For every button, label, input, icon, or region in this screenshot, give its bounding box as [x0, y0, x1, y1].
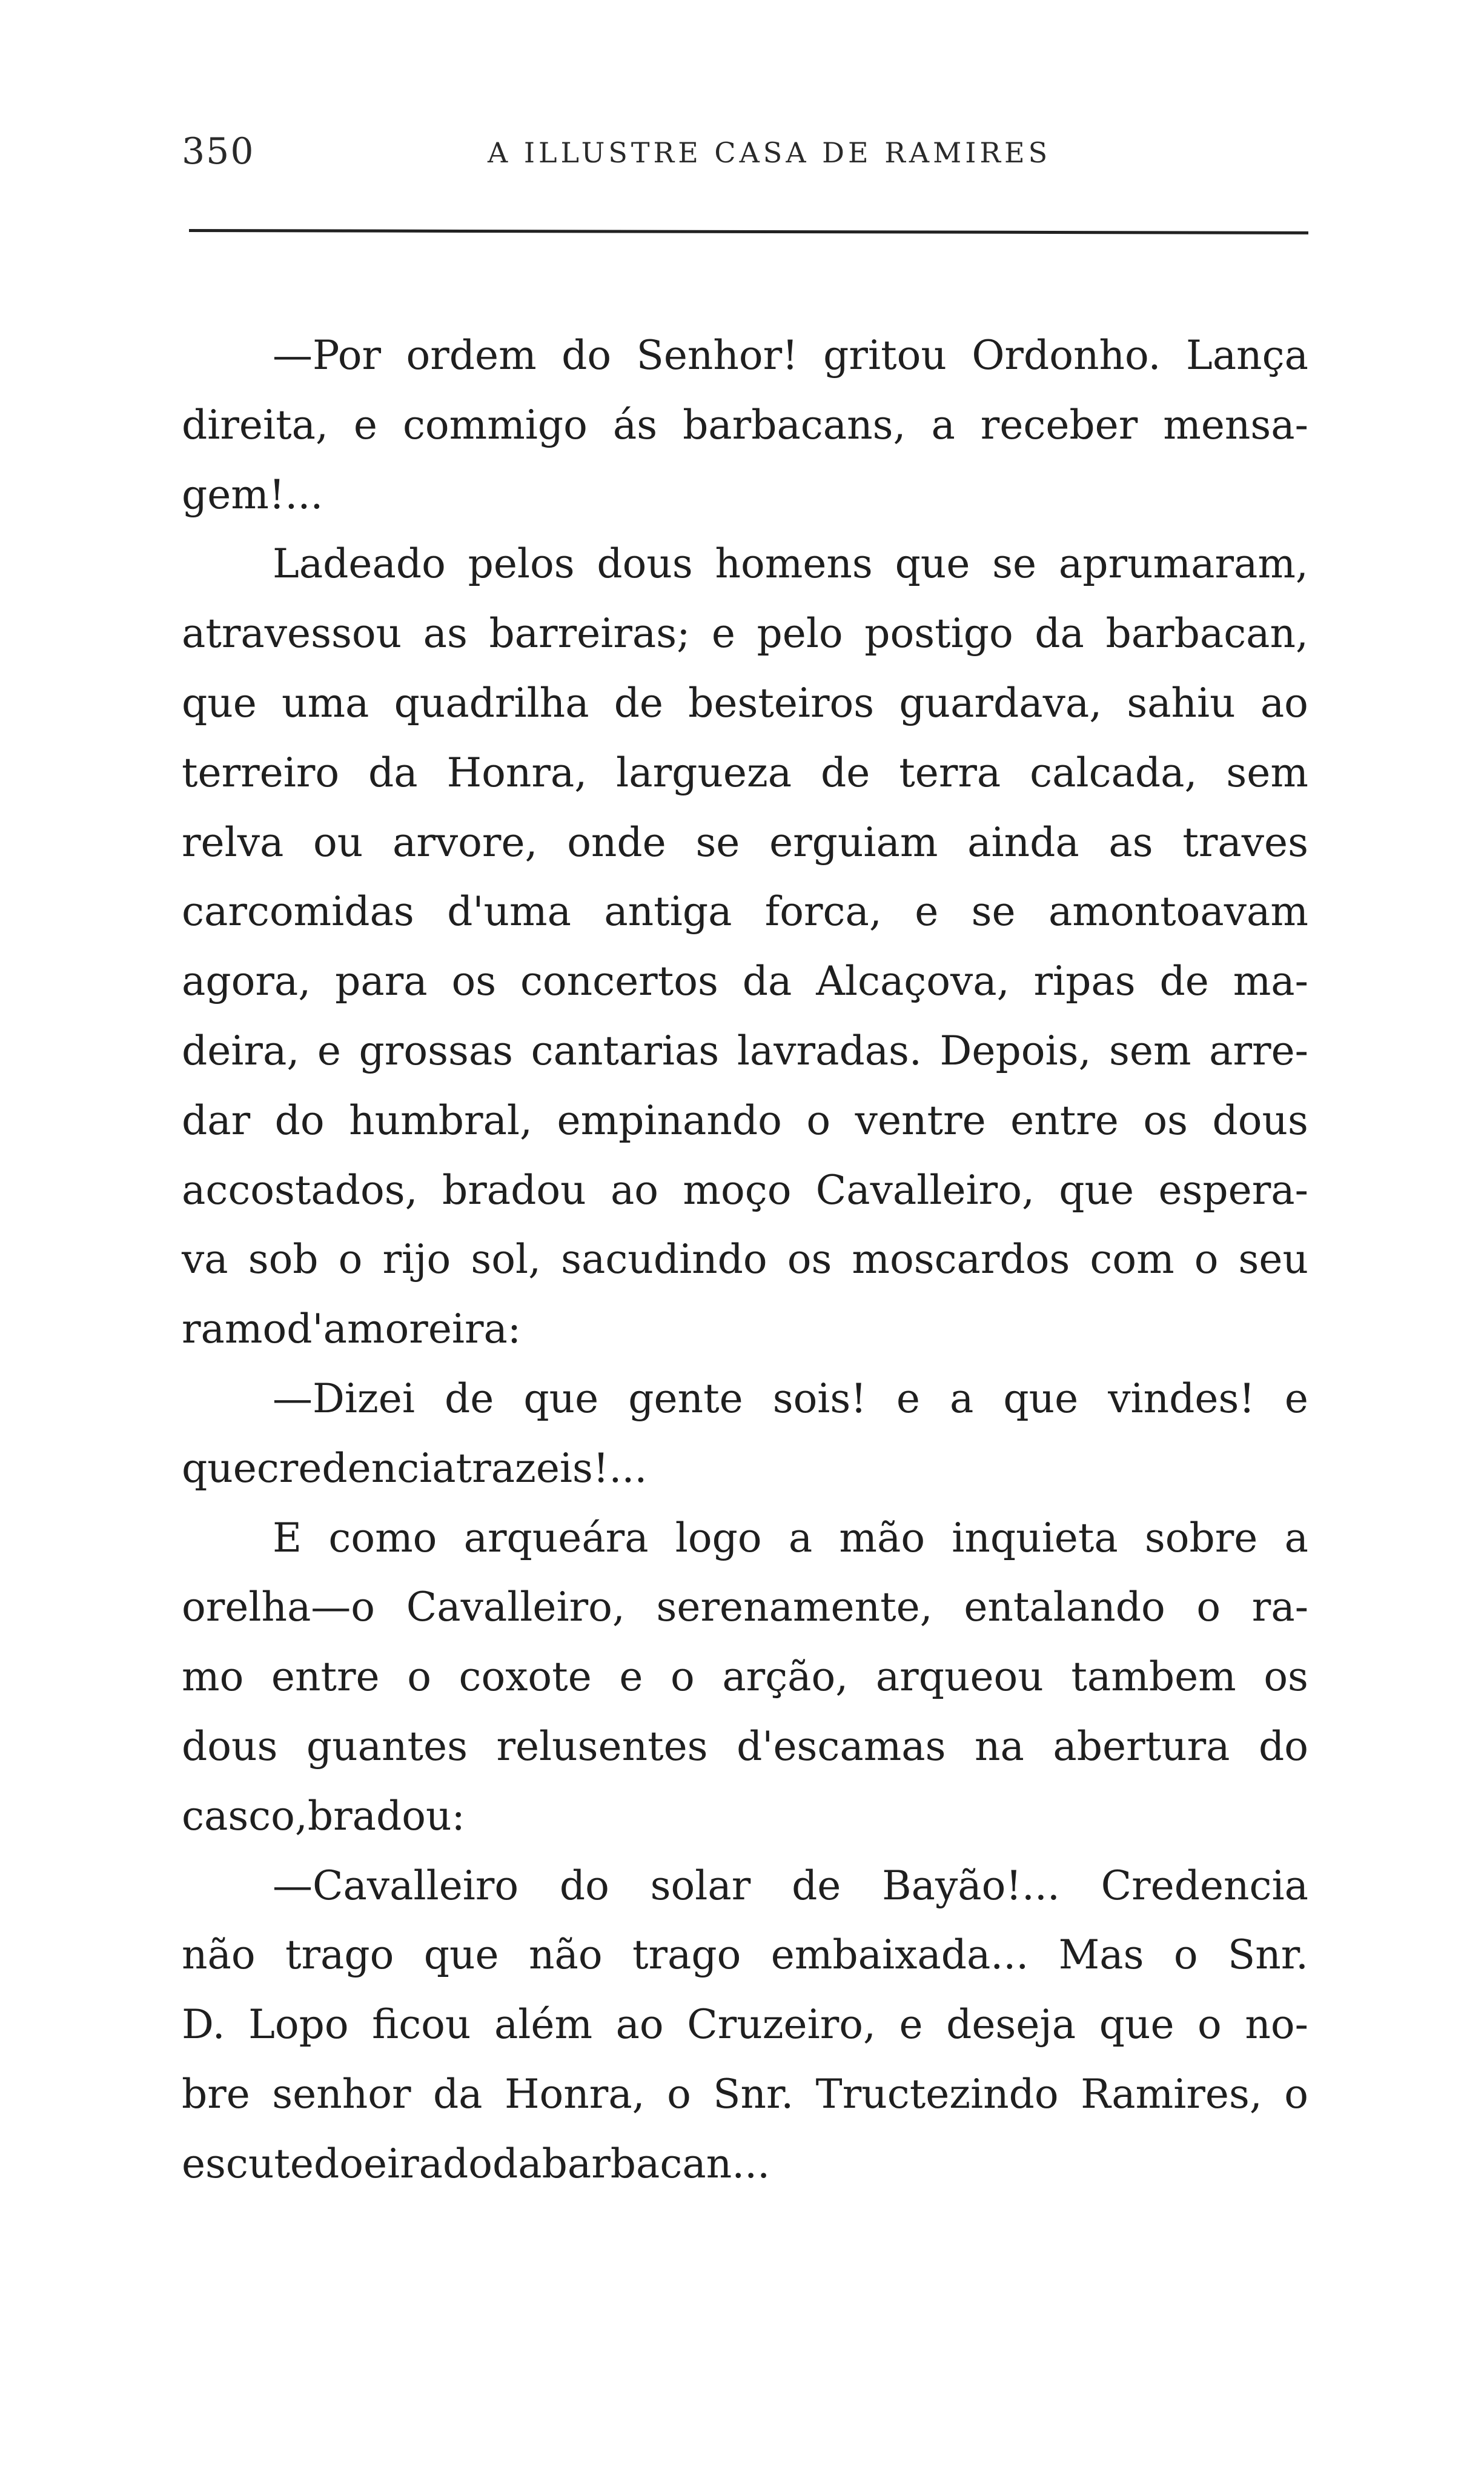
- text-line: [182, 1990, 1308, 2060]
- word: e: [317, 1027, 341, 1074]
- text-line: [182, 947, 1308, 1017]
- word: o: [806, 1097, 831, 1144]
- word: e: [899, 2001, 923, 2048]
- text-line: [182, 1642, 1308, 1712]
- word: do: [274, 1097, 325, 1144]
- word: e: [711, 610, 735, 657]
- word: Alcaçova,: [816, 958, 1010, 1005]
- word: bradou: [442, 1166, 586, 1214]
- word: gritou: [823, 332, 947, 379]
- word: dous: [182, 1722, 278, 1770]
- word: que: [1059, 1166, 1135, 1214]
- word: moço: [683, 1166, 792, 1214]
- word: que: [895, 540, 970, 588]
- word: que: [1003, 1375, 1079, 1422]
- word: d'amoreira:: [287, 1306, 522, 1353]
- word: as: [423, 610, 468, 657]
- text-line: [182, 1851, 1308, 1921]
- header-rule: [189, 229, 1308, 234]
- word: ás: [612, 401, 658, 448]
- word: ao: [1260, 679, 1308, 726]
- word: concertos: [520, 958, 718, 1005]
- word: de: [821, 749, 870, 796]
- text-line: [182, 599, 1308, 669]
- word: ficou: [372, 2001, 471, 2048]
- word: do: [561, 332, 612, 379]
- text-line: [182, 1573, 1308, 1642]
- word: Ordonho.: [972, 332, 1161, 379]
- word: Snr.: [713, 2070, 794, 2117]
- word: Lopo: [248, 2001, 349, 2048]
- word: arqueou: [875, 1653, 1044, 1701]
- word: forca,: [764, 888, 882, 935]
- word: lavradas.: [737, 1027, 922, 1074]
- text-line: [182, 460, 1308, 530]
- word: sem: [1109, 1027, 1191, 1074]
- word: a: [949, 1375, 974, 1422]
- word: Senhor!: [636, 332, 798, 379]
- word: a: [788, 1514, 813, 1561]
- word: terreiro: [182, 749, 340, 796]
- word: ramo: [182, 1306, 287, 1353]
- word: onde: [567, 819, 666, 866]
- word: que: [182, 679, 257, 726]
- word: sois!: [772, 1375, 867, 1422]
- text-line: [182, 530, 1308, 599]
- word: da: [1035, 610, 1084, 657]
- word: deseja: [946, 2001, 1076, 2048]
- word: que: [523, 1375, 599, 1422]
- word: o: [670, 1653, 695, 1701]
- word: para: [335, 958, 428, 1005]
- word: logo: [675, 1514, 762, 1561]
- word: amontoavam: [1048, 888, 1308, 935]
- word: d'uma: [447, 888, 571, 935]
- word: que: [423, 1931, 499, 1979]
- word: agora,: [182, 958, 311, 1005]
- word: —Cavalleiro: [273, 1862, 519, 1909]
- word: o: [1196, 1584, 1221, 1631]
- word: se: [695, 819, 740, 866]
- word: barbacan...: [542, 2140, 770, 2187]
- text-line: [182, 669, 1308, 739]
- word: empinando: [557, 1097, 782, 1144]
- word: da: [742, 958, 792, 1005]
- word: Honra,: [504, 2070, 645, 2117]
- text-line: [182, 1782, 1308, 1851]
- word: traves: [1182, 819, 1308, 866]
- word: do: [559, 1862, 609, 1909]
- word: atravessou: [182, 610, 402, 657]
- word: dous: [597, 540, 693, 588]
- word: no-: [1245, 2001, 1308, 2048]
- text-line: [182, 1434, 1308, 1504]
- word: serenamente,: [656, 1584, 933, 1631]
- book-title: A ILLUSTRE CASA DE RAMIRES: [488, 136, 1052, 169]
- word: o: [1173, 1931, 1198, 1979]
- word: que: [182, 1444, 257, 1492]
- word: sobre: [1144, 1514, 1258, 1561]
- word: —Por: [273, 332, 382, 379]
- text-line: [182, 877, 1308, 947]
- word: gente: [628, 1375, 743, 1422]
- word: uma: [281, 679, 369, 726]
- word: Lança: [1186, 332, 1308, 379]
- word: o: [338, 1236, 363, 1283]
- word: E: [273, 1514, 302, 1561]
- word: moscardos: [852, 1236, 1070, 1283]
- word: não: [182, 1931, 256, 1979]
- word: rijo: [382, 1236, 451, 1283]
- word: dous: [1212, 1097, 1308, 1144]
- word: pelo: [757, 610, 843, 657]
- word: solar: [650, 1862, 751, 1909]
- word: o: [407, 1653, 431, 1701]
- word: como: [328, 1514, 437, 1561]
- word: ou: [313, 819, 363, 866]
- word: Cavalleiro,: [815, 1166, 1035, 1214]
- word: vindes!: [1108, 1375, 1255, 1422]
- word: orelha—o: [182, 1584, 376, 1631]
- word: trago: [285, 1931, 394, 1979]
- word: Cruzeiro,: [687, 2001, 876, 2048]
- word: e: [896, 1375, 920, 1422]
- word: mão: [839, 1514, 926, 1561]
- word: barreiras;: [489, 610, 691, 657]
- word: na: [975, 1722, 1024, 1770]
- text-line: [182, 321, 1308, 391]
- text-line: [182, 1156, 1308, 1226]
- word: arre-: [1209, 1027, 1308, 1074]
- word: postigo: [864, 610, 1013, 657]
- word: mensa-: [1163, 401, 1308, 448]
- word: abertura: [1053, 1722, 1230, 1770]
- word: e: [619, 1653, 643, 1701]
- word: d'escamas: [737, 1722, 946, 1770]
- word: e: [353, 401, 377, 448]
- word: do: [313, 2140, 363, 2187]
- word: cantarias: [531, 1027, 720, 1074]
- word: quadrilha: [394, 679, 589, 726]
- text-line: [182, 1017, 1308, 1086]
- word: besteiros: [688, 679, 875, 726]
- word: entre: [271, 1653, 380, 1701]
- word: antiga: [604, 888, 732, 935]
- word: os: [1264, 1653, 1308, 1701]
- word: arvore,: [392, 819, 538, 866]
- word: sacudindo: [561, 1236, 767, 1283]
- word: arção,: [722, 1653, 849, 1701]
- word: o: [1284, 2070, 1308, 2117]
- word: mo: [182, 1653, 244, 1701]
- word: a: [1284, 1514, 1308, 1561]
- text-line: [182, 1364, 1308, 1434]
- word: trazeis!...: [455, 1444, 648, 1492]
- text-line: [182, 1712, 1308, 1782]
- word: entalando: [964, 1584, 1165, 1631]
- word: pelos: [468, 540, 575, 588]
- word: eirado: [363, 2140, 493, 2187]
- word: Bayão!...: [882, 1862, 1060, 1909]
- word: de: [445, 1375, 494, 1422]
- word: Honra,: [446, 749, 588, 796]
- word: homens: [715, 540, 873, 588]
- word: ripas: [1033, 958, 1136, 1005]
- word: grossas: [359, 1027, 514, 1074]
- text-line: [182, 739, 1308, 808]
- text-line: [182, 391, 1308, 460]
- word: Mas: [1058, 1931, 1144, 1979]
- word: ventre: [855, 1097, 986, 1144]
- word: relusentes: [496, 1722, 708, 1770]
- word: casco,: [182, 1792, 308, 1839]
- word: de: [614, 679, 663, 726]
- word: accostados,: [182, 1166, 418, 1214]
- word: de: [1159, 958, 1209, 1005]
- word: barbacans,: [683, 401, 906, 448]
- word: relva: [182, 819, 284, 866]
- word: ordem: [406, 332, 537, 379]
- word: credencia: [256, 1444, 456, 1492]
- word: senhor: [272, 2070, 411, 2117]
- word: gem!...: [182, 471, 323, 518]
- text-line: [182, 2130, 1308, 2199]
- word: ra-: [1251, 1584, 1308, 1631]
- word: Depois,: [939, 1027, 1091, 1074]
- word: Tructezindo: [815, 2070, 1059, 2117]
- word: —Dizei: [273, 1375, 415, 1422]
- word: o: [1194, 1236, 1219, 1283]
- word: o: [667, 2070, 691, 2117]
- word: do: [1259, 1722, 1308, 1770]
- word: sem: [1226, 749, 1308, 796]
- word: a: [931, 401, 955, 448]
- word: se: [992, 540, 1037, 588]
- word: va: [182, 1236, 228, 1283]
- word: coxote: [459, 1653, 592, 1701]
- word: entre: [1010, 1097, 1119, 1144]
- word: sol,: [471, 1236, 542, 1283]
- word: arqueára: [463, 1514, 649, 1561]
- text-line: [182, 1086, 1308, 1156]
- word: da: [432, 2070, 483, 2117]
- text-line: [182, 1504, 1308, 1573]
- word: Snr.: [1227, 1931, 1308, 1979]
- word: carcomidas: [182, 888, 414, 935]
- word: ao: [615, 2001, 664, 2048]
- word: receber: [980, 401, 1138, 448]
- word: D.: [182, 2001, 225, 2048]
- word: ma-: [1233, 958, 1308, 1005]
- word: além: [494, 2001, 593, 2048]
- word: barbacan,: [1105, 610, 1308, 657]
- word: o: [1197, 2001, 1222, 2048]
- word: bre: [182, 2070, 250, 2117]
- word: os: [451, 958, 497, 1005]
- word: de: [792, 1862, 841, 1909]
- word: os: [1143, 1097, 1188, 1144]
- word: Ramires,: [1081, 2070, 1262, 2117]
- word: se: [971, 888, 1016, 935]
- text-line: [182, 808, 1308, 878]
- word: calcada,: [1030, 749, 1197, 796]
- word: commigo: [402, 401, 588, 448]
- word: trago: [632, 1931, 741, 1979]
- text-line: [182, 1295, 1308, 1364]
- word: terra: [899, 749, 1001, 796]
- word: da: [368, 749, 418, 796]
- word: seu: [1238, 1236, 1308, 1283]
- text-line: [182, 1921, 1308, 1990]
- word: inquieta: [952, 1514, 1118, 1561]
- text-line: [182, 1225, 1308, 1295]
- word: não: [529, 1931, 603, 1979]
- running-head: [182, 130, 1302, 185]
- word: largueza: [616, 749, 792, 796]
- word: Credencia: [1101, 1862, 1308, 1909]
- word: deira,: [182, 1027, 300, 1074]
- word: Cavalleiro,: [406, 1584, 625, 1631]
- word: sahiu: [1127, 679, 1236, 726]
- word: direita,: [182, 401, 328, 448]
- word: dar: [182, 1097, 251, 1144]
- body-text: [182, 321, 1308, 2199]
- word: ainda: [967, 819, 1079, 866]
- word: com: [1090, 1236, 1174, 1283]
- word: ao: [610, 1166, 659, 1214]
- word: e: [1284, 1375, 1308, 1422]
- word: e: [915, 888, 939, 935]
- word: aprumaram,: [1058, 540, 1308, 588]
- word: bradou:: [307, 1792, 465, 1839]
- word: escute: [182, 2140, 314, 2187]
- word: espera-: [1158, 1166, 1308, 1214]
- word: sob: [248, 1236, 319, 1283]
- word: guantes: [306, 1722, 468, 1770]
- word: que: [1099, 2001, 1174, 2048]
- word: da: [492, 2140, 542, 2187]
- text-line: [182, 2060, 1308, 2130]
- page-number: 350: [182, 130, 255, 173]
- word: humbral,: [349, 1097, 533, 1144]
- word: guardava,: [899, 679, 1102, 726]
- word: os: [787, 1236, 832, 1283]
- word: embaixada...: [770, 1931, 1029, 1979]
- word: erguiam: [769, 819, 938, 866]
- word: tambem: [1071, 1653, 1236, 1701]
- word: Ladeado: [273, 540, 446, 588]
- word: as: [1108, 819, 1153, 866]
